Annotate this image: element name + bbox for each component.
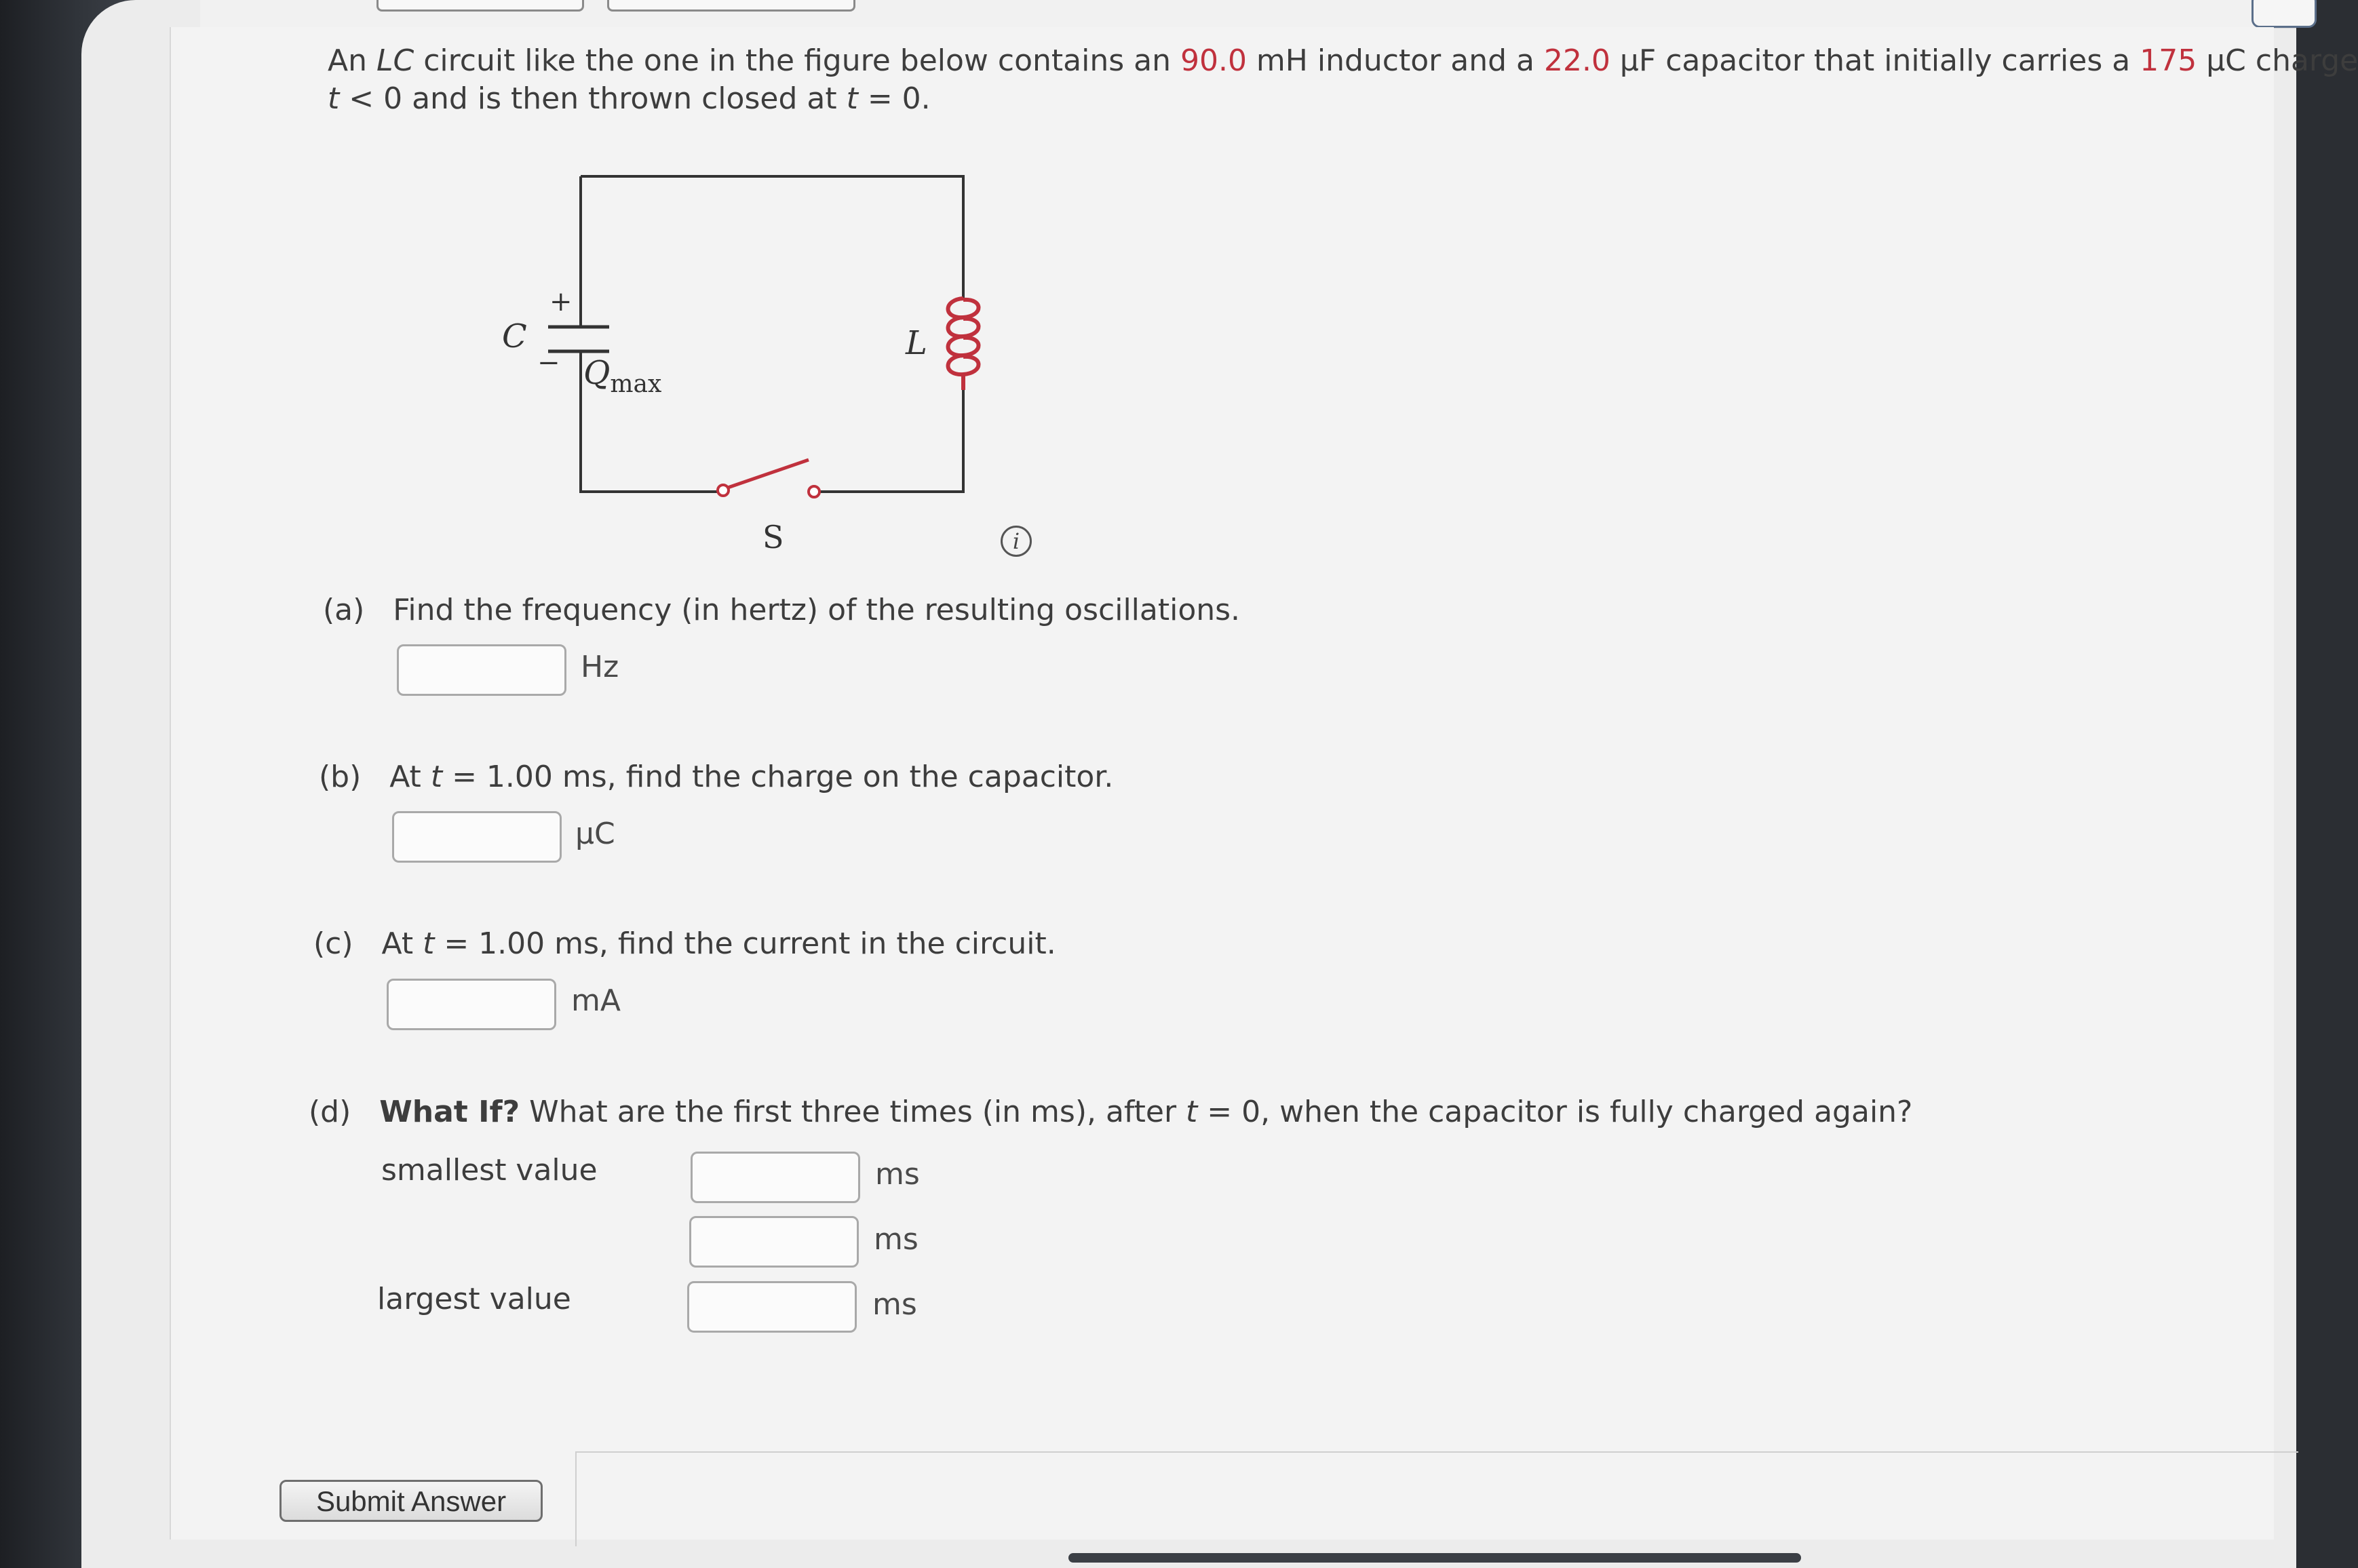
horizontal-scrollbar[interactable]: [1068, 1553, 1801, 1563]
smallest-value-label: smallest value: [381, 1153, 598, 1188]
capacitor-label: C: [502, 317, 527, 355]
circuit-wire-right-bottom: [814, 390, 963, 492]
inductance-value: 90.0: [1180, 43, 1247, 78]
switch-lever: [726, 460, 809, 488]
part-d-answer-input-2[interactable]: [689, 1216, 859, 1268]
charge-value: 175: [2140, 43, 2197, 78]
capacitor-plus-sign: +: [549, 286, 573, 317]
part-c-answer-input[interactable]: [387, 979, 556, 1030]
circuit-wire: [581, 176, 963, 298]
switch-terminal-left: [718, 485, 729, 496]
switch-terminal-right: [809, 486, 819, 497]
footer-divider: [575, 1451, 2298, 1453]
lc-circuit-figure: [475, 156, 1031, 576]
part-d-question: (d) What If? What are the first three times (in ms), after t = 0, when the capacitor is fully charged again?: [309, 1095, 1913, 1129]
top-tab-1[interactable]: [376, 0, 584, 12]
charge-label: $Q_{max}$: [583, 354, 662, 398]
largest-value-label: largest value: [377, 1282, 571, 1316]
problem-statement-line2: t < 0 and is then thrown closed at t = 0.: [328, 81, 931, 116]
top-toolbar-strip: [200, 0, 2296, 28]
part-b-unit: μC: [575, 817, 615, 851]
switch-label: S: [762, 519, 784, 555]
part-a-question: (a) Find the frequency (in hertz) of the resulting oscillations.: [323, 593, 1241, 627]
info-icon[interactable]: i: [1001, 526, 1032, 557]
capacitor-minus-sign: −: [537, 347, 560, 378]
footer-divider-vertical: [575, 1451, 577, 1546]
part-b-answer-input[interactable]: [392, 811, 562, 863]
part-d-unit-1: ms: [875, 1157, 920, 1192]
submit-answer-button[interactable]: Submit Answer: [279, 1480, 543, 1522]
inductor-label: L: [906, 324, 927, 362]
part-d-unit-3: ms: [872, 1287, 917, 1322]
top-right-button[interactable]: [2251, 0, 2317, 28]
part-a-unit: Hz: [581, 650, 619, 684]
part-b-question: (b) At t = 1.00 ms, find the charge on the capacitor.: [319, 760, 1114, 794]
part-c-question: (c) At t = 1.00 ms, find the current in the circuit.: [313, 926, 1056, 961]
capacitance-value: 22.0: [1543, 43, 1610, 78]
part-d-answer-input-3[interactable]: [687, 1281, 857, 1333]
part-d-answer-input-1[interactable]: [691, 1152, 860, 1203]
top-tab-2[interactable]: [607, 0, 855, 12]
part-d-unit-2: ms: [874, 1222, 919, 1257]
part-c-unit: mA: [571, 983, 621, 1018]
inductor-coil: [948, 298, 979, 390]
problem-statement-line1: An LC circuit like the one in the figure below contains an 90.0 mH inductor and a 22.0 μF capacitor that initially carries a 175 μC charge: [328, 43, 2358, 78]
part-a-answer-input[interactable]: [397, 644, 566, 696]
